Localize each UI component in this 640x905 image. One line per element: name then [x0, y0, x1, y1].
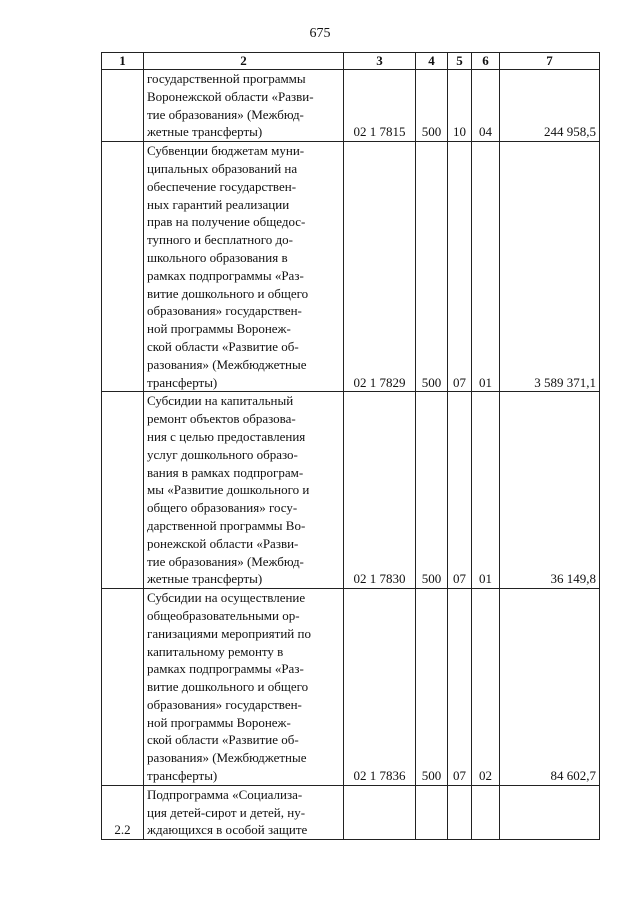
row-name-line: общего образования» госу- [147, 500, 298, 516]
page-number: 675 [309, 26, 331, 41]
row-name-line: Подпрограмма «Социализа- [147, 786, 303, 802]
row-name-line: прав на получение общедос- [147, 214, 306, 230]
row-target-code: 02 1 7836 [344, 589, 416, 786]
row-name-line: услуг дошкольного образо- [147, 446, 298, 462]
row-name-line: Субсидии на капитальный [147, 393, 294, 409]
row-name-line: рамках подпрограммы «Раз- [147, 661, 304, 677]
row-name-line: тие образования» (Межбюд- [147, 553, 304, 569]
row-name-line: ных гарантий реализации [147, 196, 290, 212]
header-col-4: 4 [416, 53, 448, 70]
row-name-line: разования» (Межбюджетные [147, 750, 307, 766]
row-amount: 3 589 371,1 [500, 142, 600, 392]
row-name-line: Субсидии на осуществление [147, 590, 306, 606]
header-col-7: 7 [500, 53, 600, 70]
row-name [144, 589, 344, 786]
row-expense-type [416, 785, 448, 839]
row-name-line: образования» государствен- [147, 696, 302, 712]
row-subsection: 02 [472, 589, 500, 786]
table-body [102, 70, 600, 840]
row-name-line: ция детей-сирот и детей, ну- [147, 804, 306, 820]
row-subsection: 04 [472, 70, 500, 142]
row-subsection: 01 [472, 142, 500, 392]
row-number [102, 142, 144, 392]
row-name-line: жетные трансферты) [147, 124, 263, 140]
header-col-6: 6 [472, 53, 500, 70]
row-name-line: рамках подпрограммы «Раз- [147, 267, 304, 283]
row-number: 2.2 [102, 785, 144, 839]
table-row [102, 70, 600, 142]
header-col-3: 3 [344, 53, 416, 70]
row-name-line: витие дошкольного и общего [147, 679, 309, 695]
row-subsection: 01 [472, 392, 500, 589]
row-name-line: ганизациями мероприятий по [147, 625, 311, 641]
row-amount: 244 958,5 [500, 70, 600, 142]
row-name-line: ремонт объектов образова- [147, 411, 296, 427]
row-expense-type: 500 [416, 589, 448, 786]
row-name-line: образования» государствен- [147, 303, 302, 319]
row-target-code: 02 1 7829 [344, 142, 416, 392]
row-name [144, 142, 344, 392]
row-name-line: жетные трансферты) [147, 571, 263, 587]
table-row [102, 142, 600, 392]
row-number [102, 392, 144, 589]
row-name-line: витие дошкольного и общего [147, 285, 309, 301]
row-name-line: вания в рамках подпрограм- [147, 464, 304, 480]
row-number [102, 70, 144, 142]
row-name-line: государственной программы [147, 71, 306, 86]
row-subsection [472, 785, 500, 839]
row-amount: 84 602,7 [500, 589, 600, 786]
row-name-line: капитальному ремонту в [147, 643, 284, 659]
row-section: 10 [448, 70, 472, 142]
table-row [102, 785, 600, 839]
row-amount: 36 149,8 [500, 392, 600, 589]
row-target-code [344, 785, 416, 839]
row-section: 07 [448, 392, 472, 589]
row-name-line: Субвенции бюджетам муни- [147, 143, 305, 159]
row-section: 07 [448, 142, 472, 392]
row-name-line: общеобразовательными ор- [147, 607, 300, 623]
row-name-line: обеспечение государствен- [147, 178, 297, 194]
row-amount [500, 785, 600, 839]
header-col-5: 5 [448, 53, 472, 70]
row-name-line: Воронежской области «Разви- [147, 88, 314, 104]
row-name-line: разования» (Межбюджетные [147, 356, 307, 372]
row-name-line: тие образования» (Межбюд- [147, 106, 304, 122]
row-name-line: школьного образования в [147, 249, 288, 265]
row-name [144, 785, 344, 839]
row-name-line: мы «Развитие дошкольного и [147, 482, 310, 498]
header-col-1: 1 [102, 53, 144, 70]
row-name-line: ния с целью предоставления [147, 428, 306, 444]
row-number [102, 589, 144, 786]
row-name-line: ной программы Воронеж- [147, 321, 291, 337]
row-expense-type: 500 [416, 70, 448, 142]
row-section: 07 [448, 589, 472, 786]
row-name-line: трансферты) [147, 768, 218, 784]
header-col-2: 2 [144, 53, 344, 70]
row-expense-type: 500 [416, 392, 448, 589]
row-target-code: 02 1 7830 [344, 392, 416, 589]
table-row [102, 589, 600, 786]
header-row [102, 53, 600, 70]
row-name-line: дарственной программы Во- [147, 517, 306, 533]
row-name-line: ципальных образований на [147, 160, 298, 176]
row-name-line: ской области «Развитие об- [147, 338, 299, 354]
row-target-code: 02 1 7815 [344, 70, 416, 142]
row-name-line: тупного и бесплатного до- [147, 232, 293, 248]
row-name-line: трансферты) [147, 374, 218, 390]
row-name [144, 70, 344, 142]
row-name-line: ской области «Развитие об- [147, 732, 299, 748]
row-name-line: ной программы Воронеж- [147, 714, 291, 730]
row-name-line: ждающихся в особой защите [147, 822, 308, 838]
table-row [102, 392, 600, 589]
row-section [448, 785, 472, 839]
row-expense-type: 500 [416, 142, 448, 392]
row-name [144, 392, 344, 589]
row-name-line: ронежской области «Разви- [147, 535, 299, 551]
budget-table [101, 52, 600, 840]
